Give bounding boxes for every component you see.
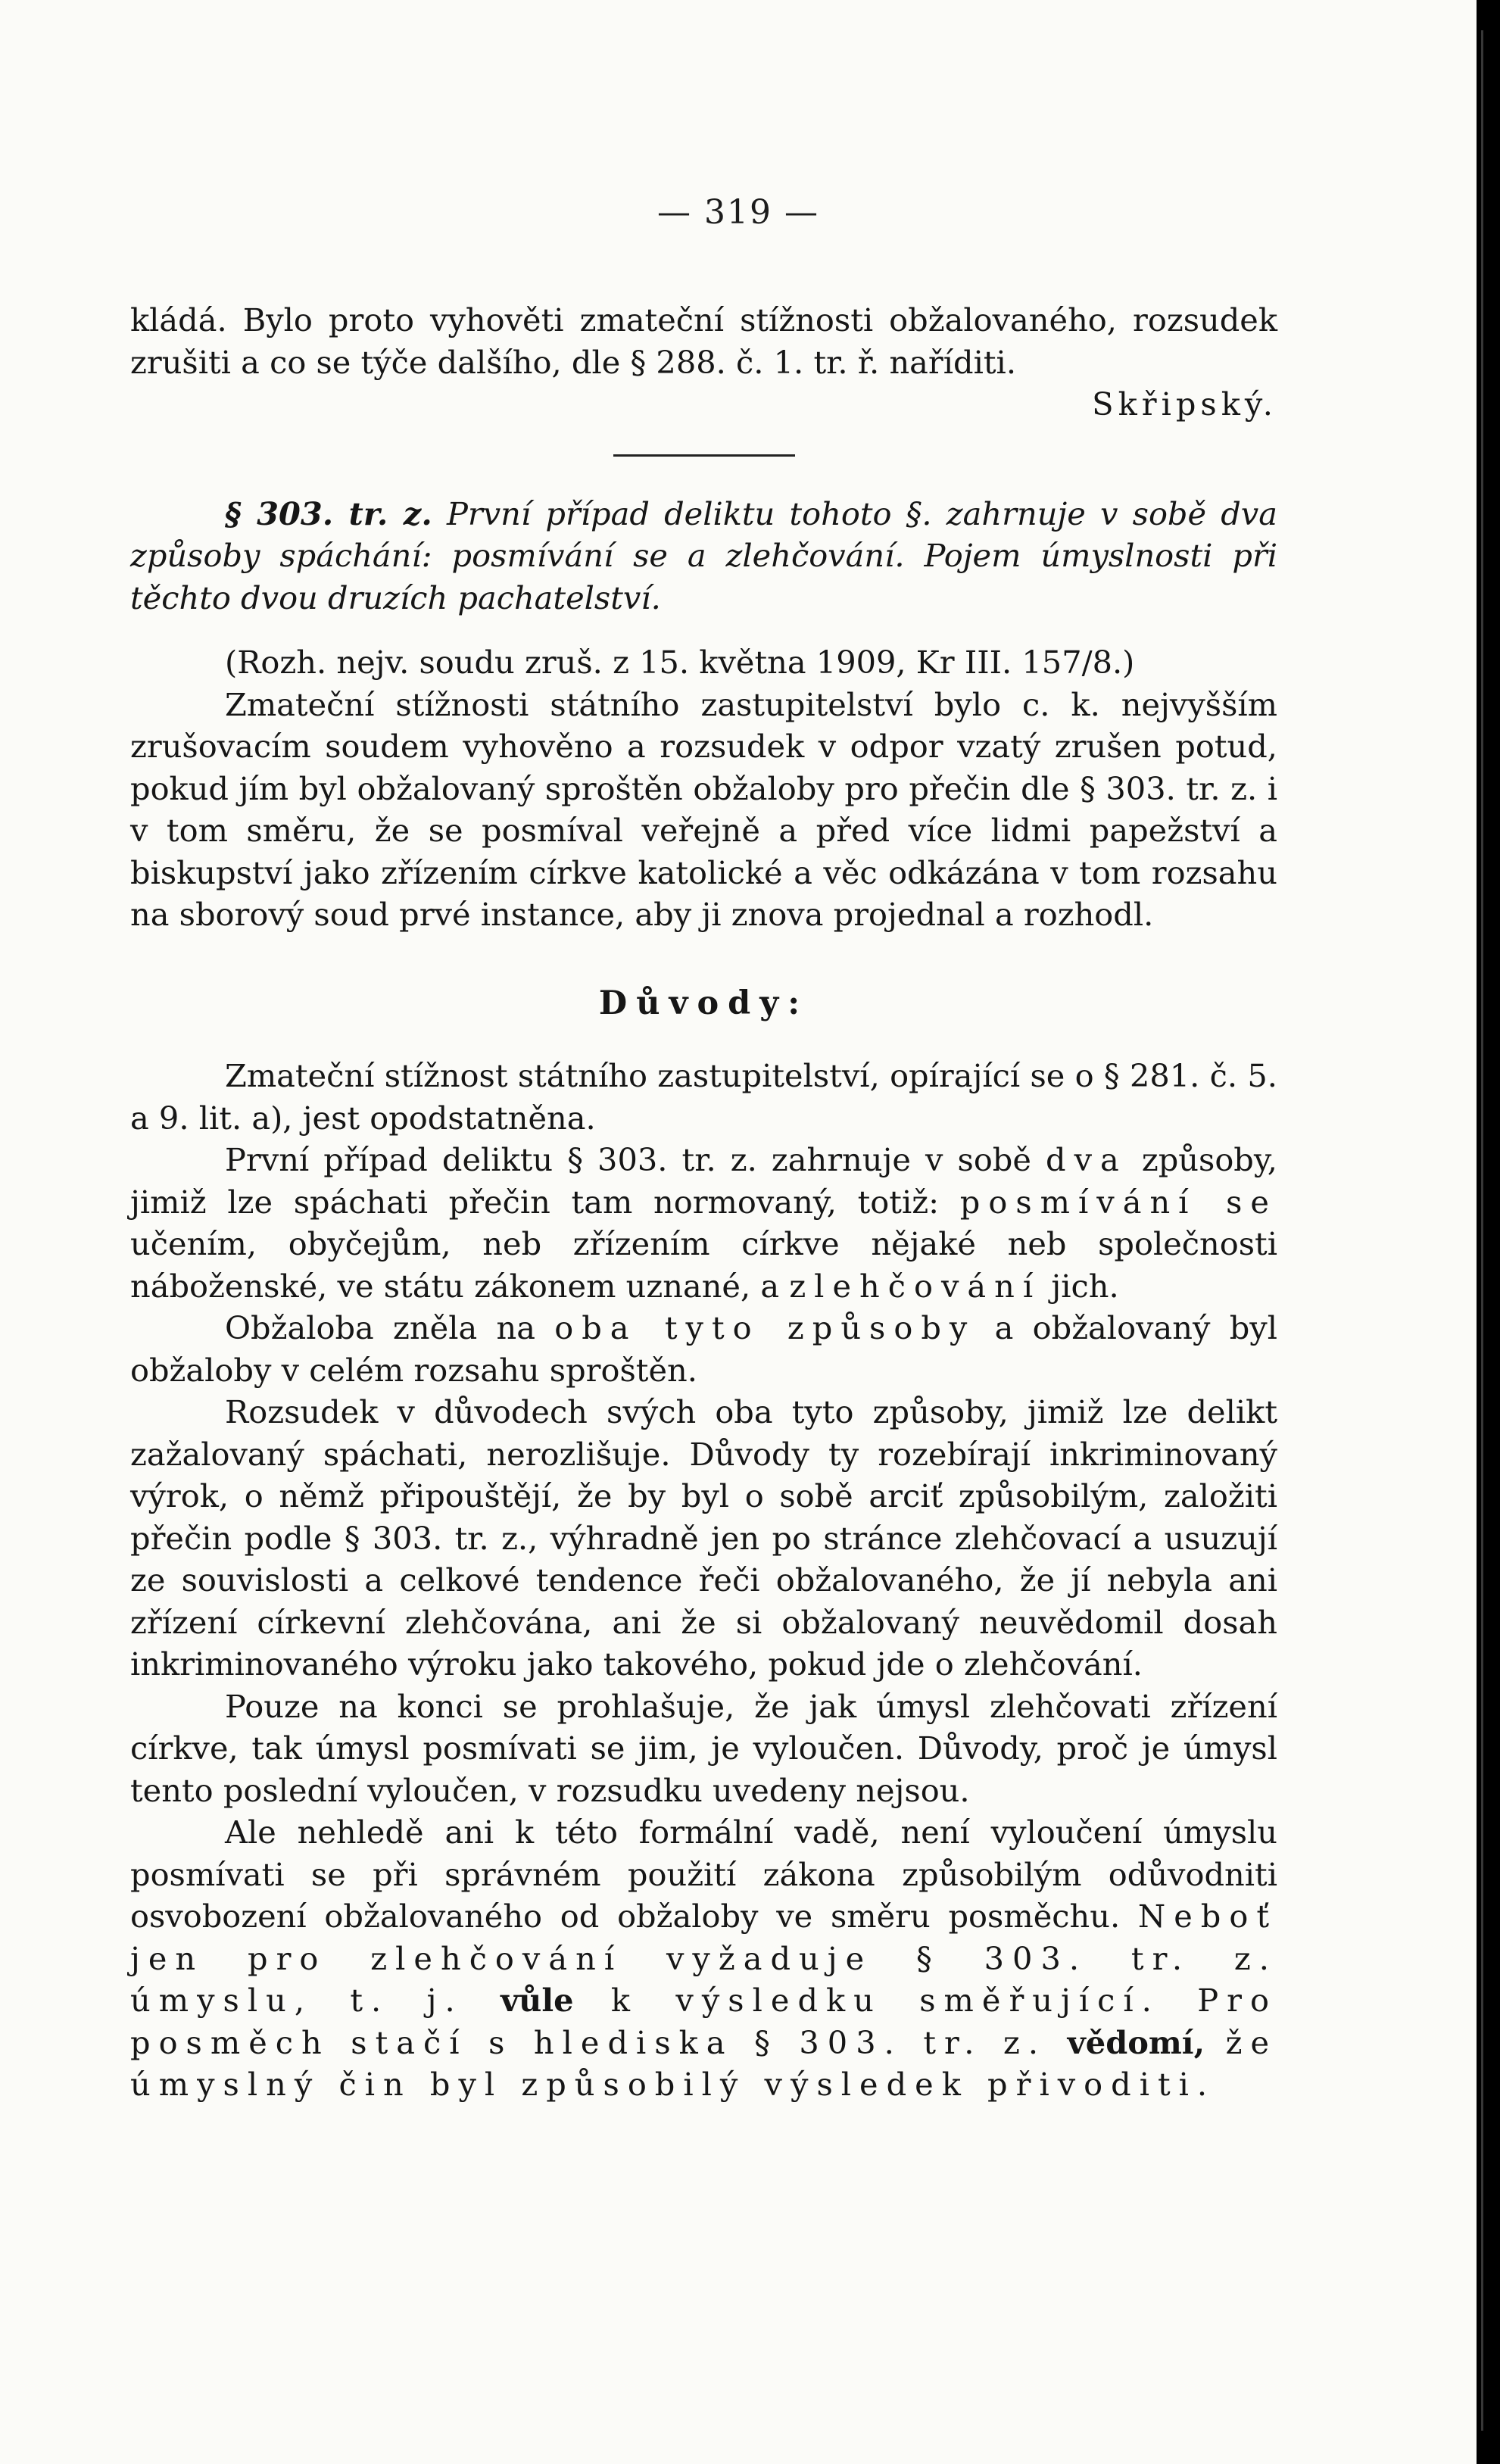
reasons-paragraph-4: Rozsudek v důvodech svých oba tyto způsoby, jimiž lze delikt zažalovaný spáchati, nerozlišuje. Důvody ty rozebírají inkriminovaný výrok, o němž připouštějí, že by byl o sobě arciť způsobilým, založiti přečin podle § 303. tr. z., výhradně jen po stránce zlehčovací a usuzují ze souvislosti a celkové tendence řeči obžalovaného, že jí nebyla ani zřízení církevní zlehčována, ani že si obžalovaný neuvědomil dosah inkriminovaného výroku jako takového, pokud jde o zlehčování. xyxy=(130,1393,1277,1683)
case-heading xyxy=(130,493,1277,619)
reasons-p2-e: učením, obyčejům, neb zřízením církve nějaké neb společnosti náboženské, ve státu zákonem uznané, a xyxy=(130,1225,1277,1305)
reasons-p3-c: a obžalovaný byl obžaloby v celém rozsahu sproštěn. xyxy=(130,1309,1277,1389)
reasons-paragraph-1: Zmateční stížnost státního zastupitelství, opírající se o § 281. č. 5. a 9. lit. a), jest opodstatněna. xyxy=(130,1057,1277,1137)
reasons-p3-emph: oba tyto způsoby xyxy=(554,1309,976,1346)
reasons-p6-emph-2: k výsledku směřující. Pro posměch stačí s hlediska § 303. tr. z. xyxy=(130,1982,1277,2061)
signature: Skřipský. xyxy=(1092,385,1277,423)
reasons-p6-a: Ale nehledě ani k této formální vadě, není vyloučení úmyslu posmívati se při správném použití zákona způsobilým odůvodniti osvobození obžalovaného od obžaloby ve směru posměchu. xyxy=(130,1814,1277,1935)
reasons-p6-bold-2: vědomí, xyxy=(1067,2023,1205,2061)
reasons-paragraph-5: Pouze na konci se prohlašuje, že jak úmysl zlehčovati zřízení církve, tak úmysl posmívati se jim, je vyloučen. Důvody, proč je úmysl tento poslední vyloučen, v rozsudku uvedeny nejsou. xyxy=(130,1687,1277,1809)
reasons-p2-emph-1: dva xyxy=(1046,1141,1127,1178)
reasons-paragraph-3 xyxy=(130,1307,1277,1391)
section-title: Důvody: xyxy=(598,984,809,1022)
reasons-paragraph-6 xyxy=(130,1811,1277,2106)
text-body xyxy=(130,299,1277,2106)
ruling-citation: (Rozh. nejv. soudu zruš. z 15. května 1909, Kr III. 157/8.) xyxy=(225,644,1135,681)
reasons-p6-emph-3: že úmyslný čin byl způsobilý výsledek přivoditi. xyxy=(130,2023,1277,2103)
section-divider xyxy=(613,454,795,457)
ruling-body: Zmateční stížnosti státního zastupitelství bylo c. k. nejvyšším zrušovacím soudem vyhověno a rozsudek v odpor vzatý zrušen potud, pokud jím byl obžalovaný sproštěn obžaloby pro přečin dle § 303. tr. z. i v tom směru, že se posmíval veřejně a před více lidmi papežství a biskupství jako zřízením církve katolické a věc odkázána v tom rozsahu na sborový soud prvé instance, aby ji znova projednal a rozhodl. xyxy=(130,685,1277,933)
scan-right-border xyxy=(1477,0,1500,2464)
case-heading-text: První případ deliktu tohoto §. zahrnuje v sobě dva způsoby spáchání: posmívání se a zlehčování. Pojem úmyslnosti při těchto dvou druzích pachatelství. xyxy=(130,494,1277,616)
reasons-p3-a: Obžaloba zněla na xyxy=(225,1309,555,1346)
reasons-paragraph-2 xyxy=(130,1139,1277,1307)
reasons-p6-bold-1: vůle xyxy=(501,1982,574,2019)
reasons-p6-emph-1: Neboť jen pro zlehčování vyžaduje § 303. tr. z. úmyslu, t. j. xyxy=(130,1898,1277,2019)
page-number: — 319 — xyxy=(657,193,819,232)
reasons-p2-a: První případ deliktu § 303. tr. z. zahrnuje v sobě xyxy=(225,1141,1046,1178)
case-heading-marker: § 303. tr. z. xyxy=(225,494,432,532)
reasons-p2-c: způsoby, jimiž lze spáchati přečin tam normovaný, totiž: xyxy=(130,1141,1277,1221)
reasons-p2-g: jich. xyxy=(1041,1267,1119,1305)
intro-paragraph: kládá. Bylo proto vyhověti zmateční stížnosti obžalovaného, rozsudek zrušiti a co se týče dalšího, dle § 288. č. 1. tr. ř. naříditi. xyxy=(130,301,1277,381)
reasons-p2-emph-3: zlehčování xyxy=(789,1267,1042,1305)
reasons-p2-emph-2: posmívání se xyxy=(959,1183,1277,1221)
scan-edge-line xyxy=(1481,30,1483,2431)
